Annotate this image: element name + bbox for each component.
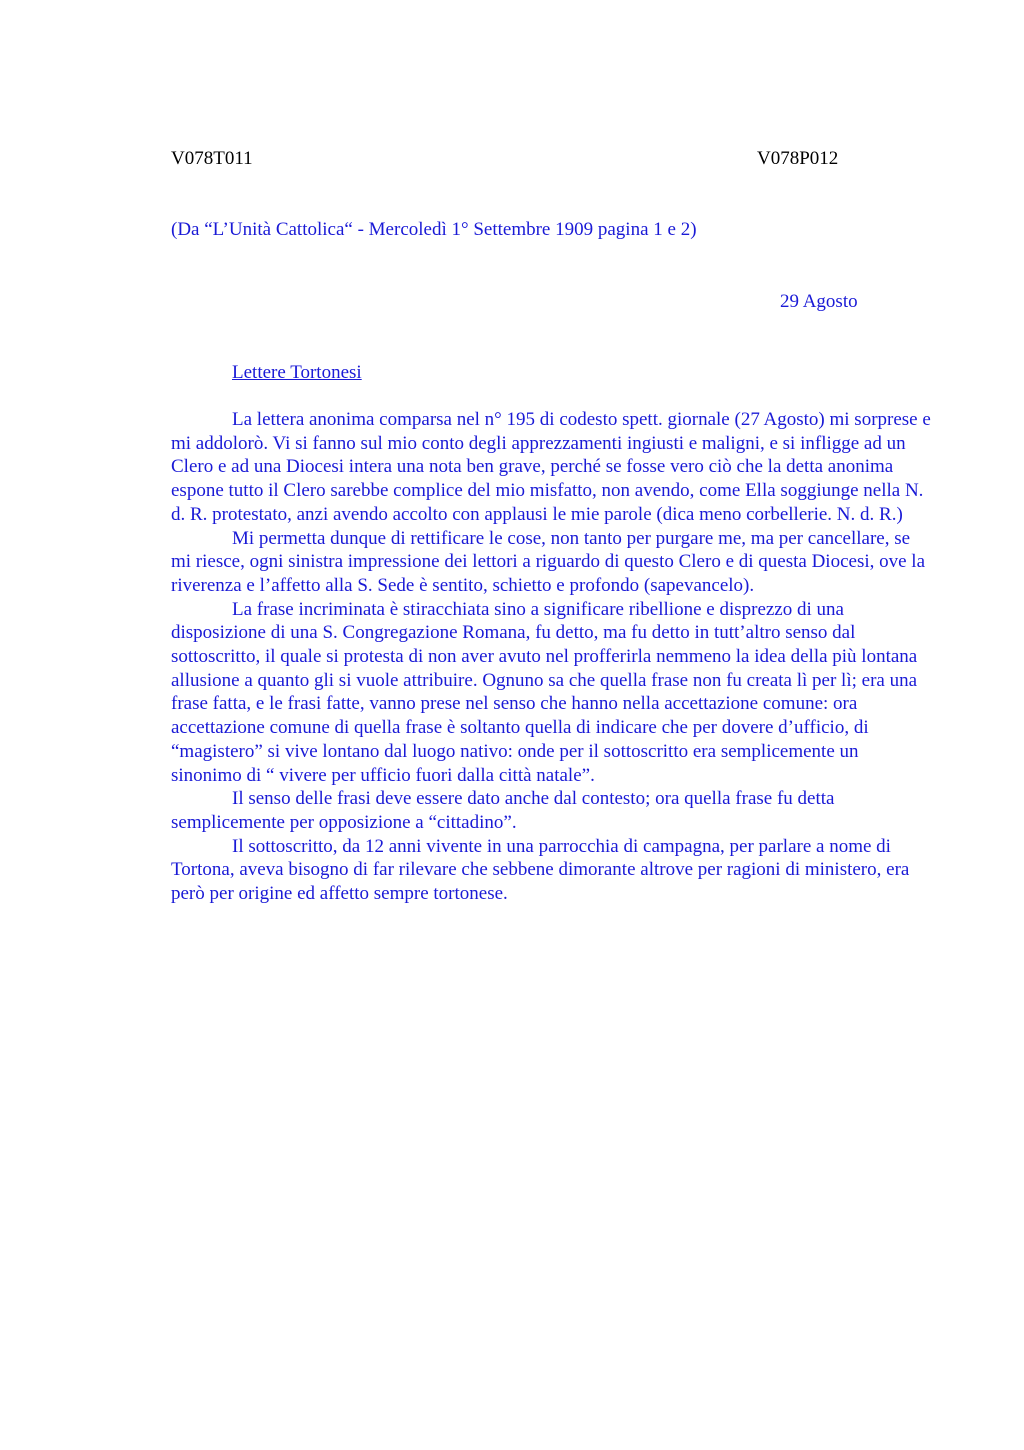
paragraph: La frase incriminata è stiracchiata sino a significare ribellione e disprezzo di una disposizione di una S. Congregazione Romana, fu detto, ma fu detto in tutt’altro senso dal sottoscritto, il quale si protesta di non aver avuto nel profferirla nemmeno la idea della più lontana allusione a quanto gli si vuole attribuire. Ognuno sa che quella frase non fu creata lì per lì; era una frase fatta, e le frasi fatte, vanno prese nel senso che hanno nella accettazione comune: ora accettazione comune di quella frase è soltanto quella di indicare che per dovere d’ufficio, di “magistero” si vive lontano dal luogo nativo: onde per il sottoscritto era semplicemente un sinonimo di “ vivere per ufficio fuori dalla città natale”. xyxy=(171,598,918,786)
paragraph: Il senso delle frasi deve essere dato anche dal contesto; ora quella frase fu detta semplicemente per opposizione a “cittadino”. xyxy=(171,788,835,833)
reference-code-left: V078T011 xyxy=(171,148,253,169)
source-line: (Da “L’Unità Cattolica“ - Mercoledì 1° Settembre 1909 pagina 1 e 2) xyxy=(171,219,697,240)
reference-code-right: V078P012 xyxy=(757,148,839,169)
paragraph: La lettera anonima comparsa nel n° 195 di codesto spett. giornale (27 Agosto) mi sorprese e mi addolorò. Vi si fanno sul mio conto degli apprezzamenti ingiusti e maligni, e si infligge ad un Clero e ad una Diocesi intera una nota ben grave, perché se fosse vero ciò che la detta anonima espone tutto il Clero sarebbe complice del mio misfatto, non avendo, come Ella soggiunge nella N. d. R. protestato, anzi avendo accolto con applausi le mie parole (dica meno corbellerie. N. d. R.) xyxy=(171,409,931,525)
letter-date: 29 Agosto xyxy=(780,291,858,312)
letter-title: Lettere Tortonesi xyxy=(232,362,362,383)
paragraph: Mi permetta dunque di rettificare le cose, non tanto per purgare me, ma per cancellare, se mi riesce, ogni sinistra impressione dei lettori a riguardo di questo Clero e di questa Diocesi, ove la riverenza e l’affetto alla S. Sede è sentito, schietto e profondo (sapevancelo). xyxy=(171,527,926,596)
letter-body xyxy=(171,408,931,906)
paragraph: Il sottoscritto, da 12 anni vivente in una parrocchia di campagna, per parlare a nome di Tortona, aveva bisogno di far rilevare che sebbene dimorante altrove per ragioni di ministero, era però per origine ed affetto sempre tortonese. xyxy=(171,835,910,905)
